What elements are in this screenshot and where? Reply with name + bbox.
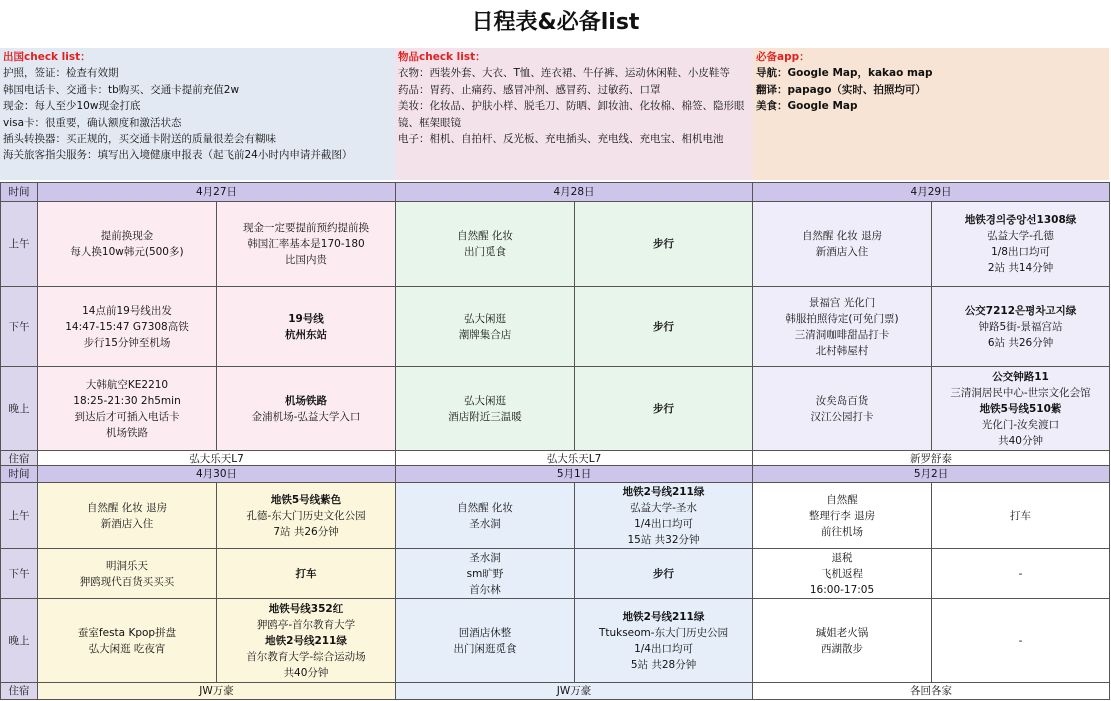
schedule-cell [753, 483, 932, 549]
date-header: 4月30日 [38, 466, 396, 483]
cell-line: 孔德-东大门历史文化公园 [246, 509, 366, 522]
cell-line: 14点前19号线出发 [82, 304, 172, 317]
cell-line: 潮牌集合店 [458, 328, 512, 341]
cell-line: 三清洞居民中心-世宗文化会馆 [950, 386, 1091, 399]
schedule-cell [38, 287, 217, 367]
schedule-cell [575, 202, 753, 287]
list-item: 导航：Google Map，kakao map [756, 67, 933, 80]
cell-line: 出门觅食 [464, 246, 507, 258]
cell-line: 自然醒 化妆 [457, 501, 513, 514]
cell-line: 1/4出口均可 [634, 517, 693, 530]
list-item: 电子：相机、自拍杆、反光板、充电插头、充电线、充电宝、相机电池 [398, 133, 724, 146]
schedule-cell [932, 367, 1110, 451]
schedule-cell [38, 549, 217, 599]
route-title: 地铁2号线211绿 [622, 610, 705, 623]
evening-label: 晚上 [1, 367, 38, 451]
cell-line: 步行15分钟至机场 [83, 336, 171, 349]
cell-line: 6站 共26分钟 [987, 336, 1054, 349]
cell-line: 共40分钟 [283, 666, 329, 679]
time-label: 时间 [1, 183, 38, 202]
route-title: 地铁5号线紫色 [270, 493, 342, 506]
route-title: 步行 [653, 320, 675, 333]
route-title: 地铁2号线211绿 [265, 634, 347, 647]
schedule-cell [575, 599, 753, 683]
cell-line: 机场铁路 [106, 426, 148, 439]
morning-label: 上午 [1, 483, 38, 549]
stay-label: 住宿 [1, 683, 38, 700]
hotel-name: 弘大乐天L7 [38, 451, 396, 468]
cell-line: 回酒店休整 [458, 626, 512, 639]
schedule-cell [217, 483, 396, 549]
schedule-cell [932, 287, 1110, 367]
list-item: 美妆：化妆品、护肤小样、脱毛刀、防晒、卸妆油、化妆棉、棉签、隐形眼镜、框架眼镜 [398, 100, 745, 129]
cell-line: 首尔林 [469, 583, 501, 596]
schedule-cell [396, 599, 575, 683]
date-header: 4月28日 [396, 183, 753, 202]
cell-line: 提前换现金 [100, 230, 154, 242]
cell-line: 1/4出口均可 [634, 642, 693, 655]
date-header: 5月2日 [753, 466, 1110, 483]
schedule-cell [575, 367, 753, 451]
route-title: 步行 [653, 567, 675, 580]
schedule-table-week1 [0, 182, 1110, 468]
cell-line: 7站 共26分钟 [273, 525, 339, 538]
list-item: 药品：胃药、止痛药、感冒冲剂、感冒药、过敏药、口罩 [398, 83, 661, 96]
cell-line: 景福宫 光化门 [808, 296, 876, 309]
route-title: 公交7212은평차고지绿 [964, 304, 1077, 317]
cell-line: 2站 共14分钟 [987, 262, 1054, 274]
cell-line: 明洞乐天 [106, 559, 148, 572]
cell-line: 15站 共32分钟 [627, 533, 700, 546]
stay-label: 住宿 [1, 451, 38, 468]
schedule-table-week2 [0, 465, 1110, 700]
date-header-row [1, 183, 1110, 202]
schedule-cell [38, 202, 217, 287]
route-title: 机场铁路 [285, 394, 327, 407]
afternoon-label: 下午 [1, 549, 38, 599]
page-title: 日程表&必备list [471, 10, 640, 35]
list-item: 衣物：西装外套、大衣、T恤、连衣裙、牛仔裤、运动休闲鞋、小皮鞋等 [398, 67, 730, 80]
cell-line: sm旷野 [466, 567, 504, 580]
time-label: 时间 [1, 466, 38, 483]
cell-line: 三清洞咖啡甜品打卡 [794, 328, 890, 341]
cell-line: 大韩航空KE2210 [85, 378, 169, 391]
cell-line: 前往机场 [821, 525, 864, 538]
schedule-cell [396, 202, 575, 287]
cell-line: 圣水洞 [469, 517, 501, 530]
afternoon-row [1, 549, 1110, 599]
date-header: 4月29日 [753, 183, 1110, 202]
list-item: 海关旅客指尖服务：填写出入境健康申报表（起飞前24小时内申请并截图） [3, 149, 353, 162]
hotel-name: 弘大乐天L7 [396, 451, 753, 468]
cell-line: 弘大闲逛 吃夜宵 [88, 642, 166, 655]
cell-line: 新酒店入住 [815, 246, 869, 258]
cell-line: 飞机返程 [821, 567, 864, 580]
schedule-cell [932, 202, 1110, 287]
cell-line: 18:25-21:30 2h5min [73, 394, 181, 407]
schedule-cell [396, 367, 575, 451]
cell-line: 首尔教育大学-综合运动场 [246, 650, 366, 663]
cell-line: 1/8出口均可 [991, 246, 1050, 258]
date-header: 5月1日 [396, 466, 753, 483]
schedule-cell [753, 202, 932, 287]
cell-line: 5站 共28分钟 [630, 658, 697, 671]
hotel-name: 各回各家 [753, 683, 1110, 700]
cell-line: 比国内贵 [285, 254, 327, 266]
schedule-cell [753, 287, 932, 367]
morning-label: 上午 [1, 202, 38, 287]
list-item: 韩国电话卡、交通卡：tb购买、交通卡提前充值2w [3, 83, 240, 96]
schedule-cell [753, 367, 932, 451]
list-item: 护照，签证：检查有效期 [3, 67, 119, 80]
route-title: 地铁5号线510紫 [979, 402, 1062, 415]
cell-line: 新酒店入住 [100, 517, 154, 530]
afternoon-label: 下午 [1, 287, 38, 367]
list-item: 翻译：papago（实时、拍照均可） [756, 83, 926, 96]
schedule-cell [575, 287, 753, 367]
cell-line: 汉江公园打卡 [810, 410, 874, 423]
schedule-cell [38, 483, 217, 549]
schedule-cell [753, 599, 932, 683]
cell-line: 狎鸥现代百货买买买 [79, 575, 175, 588]
afternoon-row [1, 287, 1110, 367]
route-title: 杭州东站 [285, 328, 327, 341]
cell-line: 每人换10w韩元(500多) [70, 246, 184, 258]
cell-line: - [1018, 567, 1023, 580]
schedule-cell [396, 287, 575, 367]
cell-line: 蚕室festa Kpop拼盘 [77, 626, 177, 639]
date-header-row [1, 466, 1110, 483]
cell-line: 钟路5街-景福宫站 [978, 320, 1063, 333]
schedule-cell [217, 287, 396, 367]
list-item: 美食：Google Map [756, 100, 858, 113]
cell-line: 出门闲逛觅食 [453, 642, 517, 655]
cell-line: 到达后才可插入电话卡 [74, 410, 180, 423]
cell-line: 退税 [831, 551, 853, 564]
cell-line: 弘大闲逛 [464, 394, 507, 407]
schedule-cell [575, 549, 753, 599]
cell-line: 自然醒 化妆 退房 [801, 230, 883, 242]
cell-line: 韩服拍照待定(可免门票) [785, 312, 899, 325]
cell-line: Ttukseom-东大门历史公园 [598, 626, 729, 639]
cell-line: 韩国汇率基本是170-180 [247, 238, 365, 250]
schedule-cell [217, 202, 396, 287]
cell-line: 弘益大学-孔德 [987, 230, 1054, 242]
cell-line: 瑊姐老火锅 [815, 626, 869, 639]
cell-line: 自然醒 化妆 [457, 230, 513, 242]
route-title: 步行 [653, 238, 675, 250]
schedule-cell [217, 549, 396, 599]
cell-line: 弘益大学-圣水 [630, 501, 697, 514]
route-title: 地铁2号线211绿 [622, 485, 705, 498]
stay-row [1, 683, 1110, 700]
schedule-cell [396, 483, 575, 549]
exit-checklist [0, 48, 395, 180]
route-title: 步行 [653, 402, 675, 415]
cell-line: 共40分钟 [998, 434, 1043, 447]
cell-line: 自然醒 [826, 493, 858, 506]
morning-row [1, 483, 1110, 549]
cell-line: 自然醒 化妆 退房 [86, 501, 168, 514]
cell-line: 打车 [1010, 509, 1032, 522]
schedule-cell [932, 599, 1110, 683]
schedule-cell [217, 599, 396, 683]
route-title: 打车 [295, 567, 317, 580]
route-title: 公交钟路11 [992, 370, 1049, 383]
schedule-cell [38, 367, 217, 451]
apps-checklist [753, 48, 1109, 180]
cell-line: 金浦机场-弘益大学入口 [251, 410, 361, 423]
cell-line: 狎鸥亭-首尔教育大学 [256, 618, 356, 631]
apps-checklist-header: 必备app： [756, 51, 810, 63]
cell-line: 汝矣岛百货 [815, 394, 869, 407]
hotel-name: 新罗舒泰 [753, 451, 1110, 468]
date-header: 4月27日 [38, 183, 396, 202]
cell-line: 酒店附近三温暖 [448, 410, 522, 423]
cell-line: 北村韩屋村 [815, 344, 869, 357]
schedule-cell [575, 483, 753, 549]
schedule-cell [753, 549, 932, 599]
schedule-cell [217, 367, 396, 451]
cell-line: 弘大闲逛 [464, 312, 507, 325]
exit-checklist-header: 出国check list： [3, 51, 91, 63]
route-title: 地铁号线352红 [268, 602, 344, 615]
schedule-cell [38, 599, 217, 683]
schedule-cell [932, 549, 1110, 599]
list-item: 插头转换器：买正规的，买交通卡附送的质量很差会有糊味 [3, 133, 276, 146]
items-checklist-header: 物品check list： [398, 51, 486, 63]
hotel-name: JW万豪 [396, 683, 753, 700]
route-title: 地铁경의중앙선1308绿 [964, 214, 1077, 226]
list-item: visa卡：很重要，确认额度和激活状态 [3, 116, 182, 129]
route-title: 19号线 [288, 312, 324, 325]
cell-line: 西湖散步 [821, 642, 864, 655]
evening-row [1, 599, 1110, 683]
cell-line: 14:47-15:47 G7308高铁 [65, 320, 189, 333]
cell-line: 整理行李 退房 [808, 509, 876, 522]
cell-line: 16:00-17:05 [809, 583, 875, 596]
cell-line: 现金一定要提前预约提前换 [243, 222, 369, 234]
cell-line: 圣水洞 [469, 551, 501, 564]
cell-line: 光化门-汝矣渡口 [981, 418, 1060, 431]
evening-label: 晚上 [1, 599, 38, 683]
schedule-cell [932, 483, 1110, 549]
items-checklist [395, 48, 753, 180]
hotel-name: JW万豪 [38, 683, 396, 700]
cell-line: - [1018, 634, 1023, 647]
schedule-cell [396, 549, 575, 599]
morning-row [1, 202, 1110, 287]
evening-row [1, 367, 1110, 451]
list-item: 现金：每人至少10w现金打底 [3, 100, 141, 113]
